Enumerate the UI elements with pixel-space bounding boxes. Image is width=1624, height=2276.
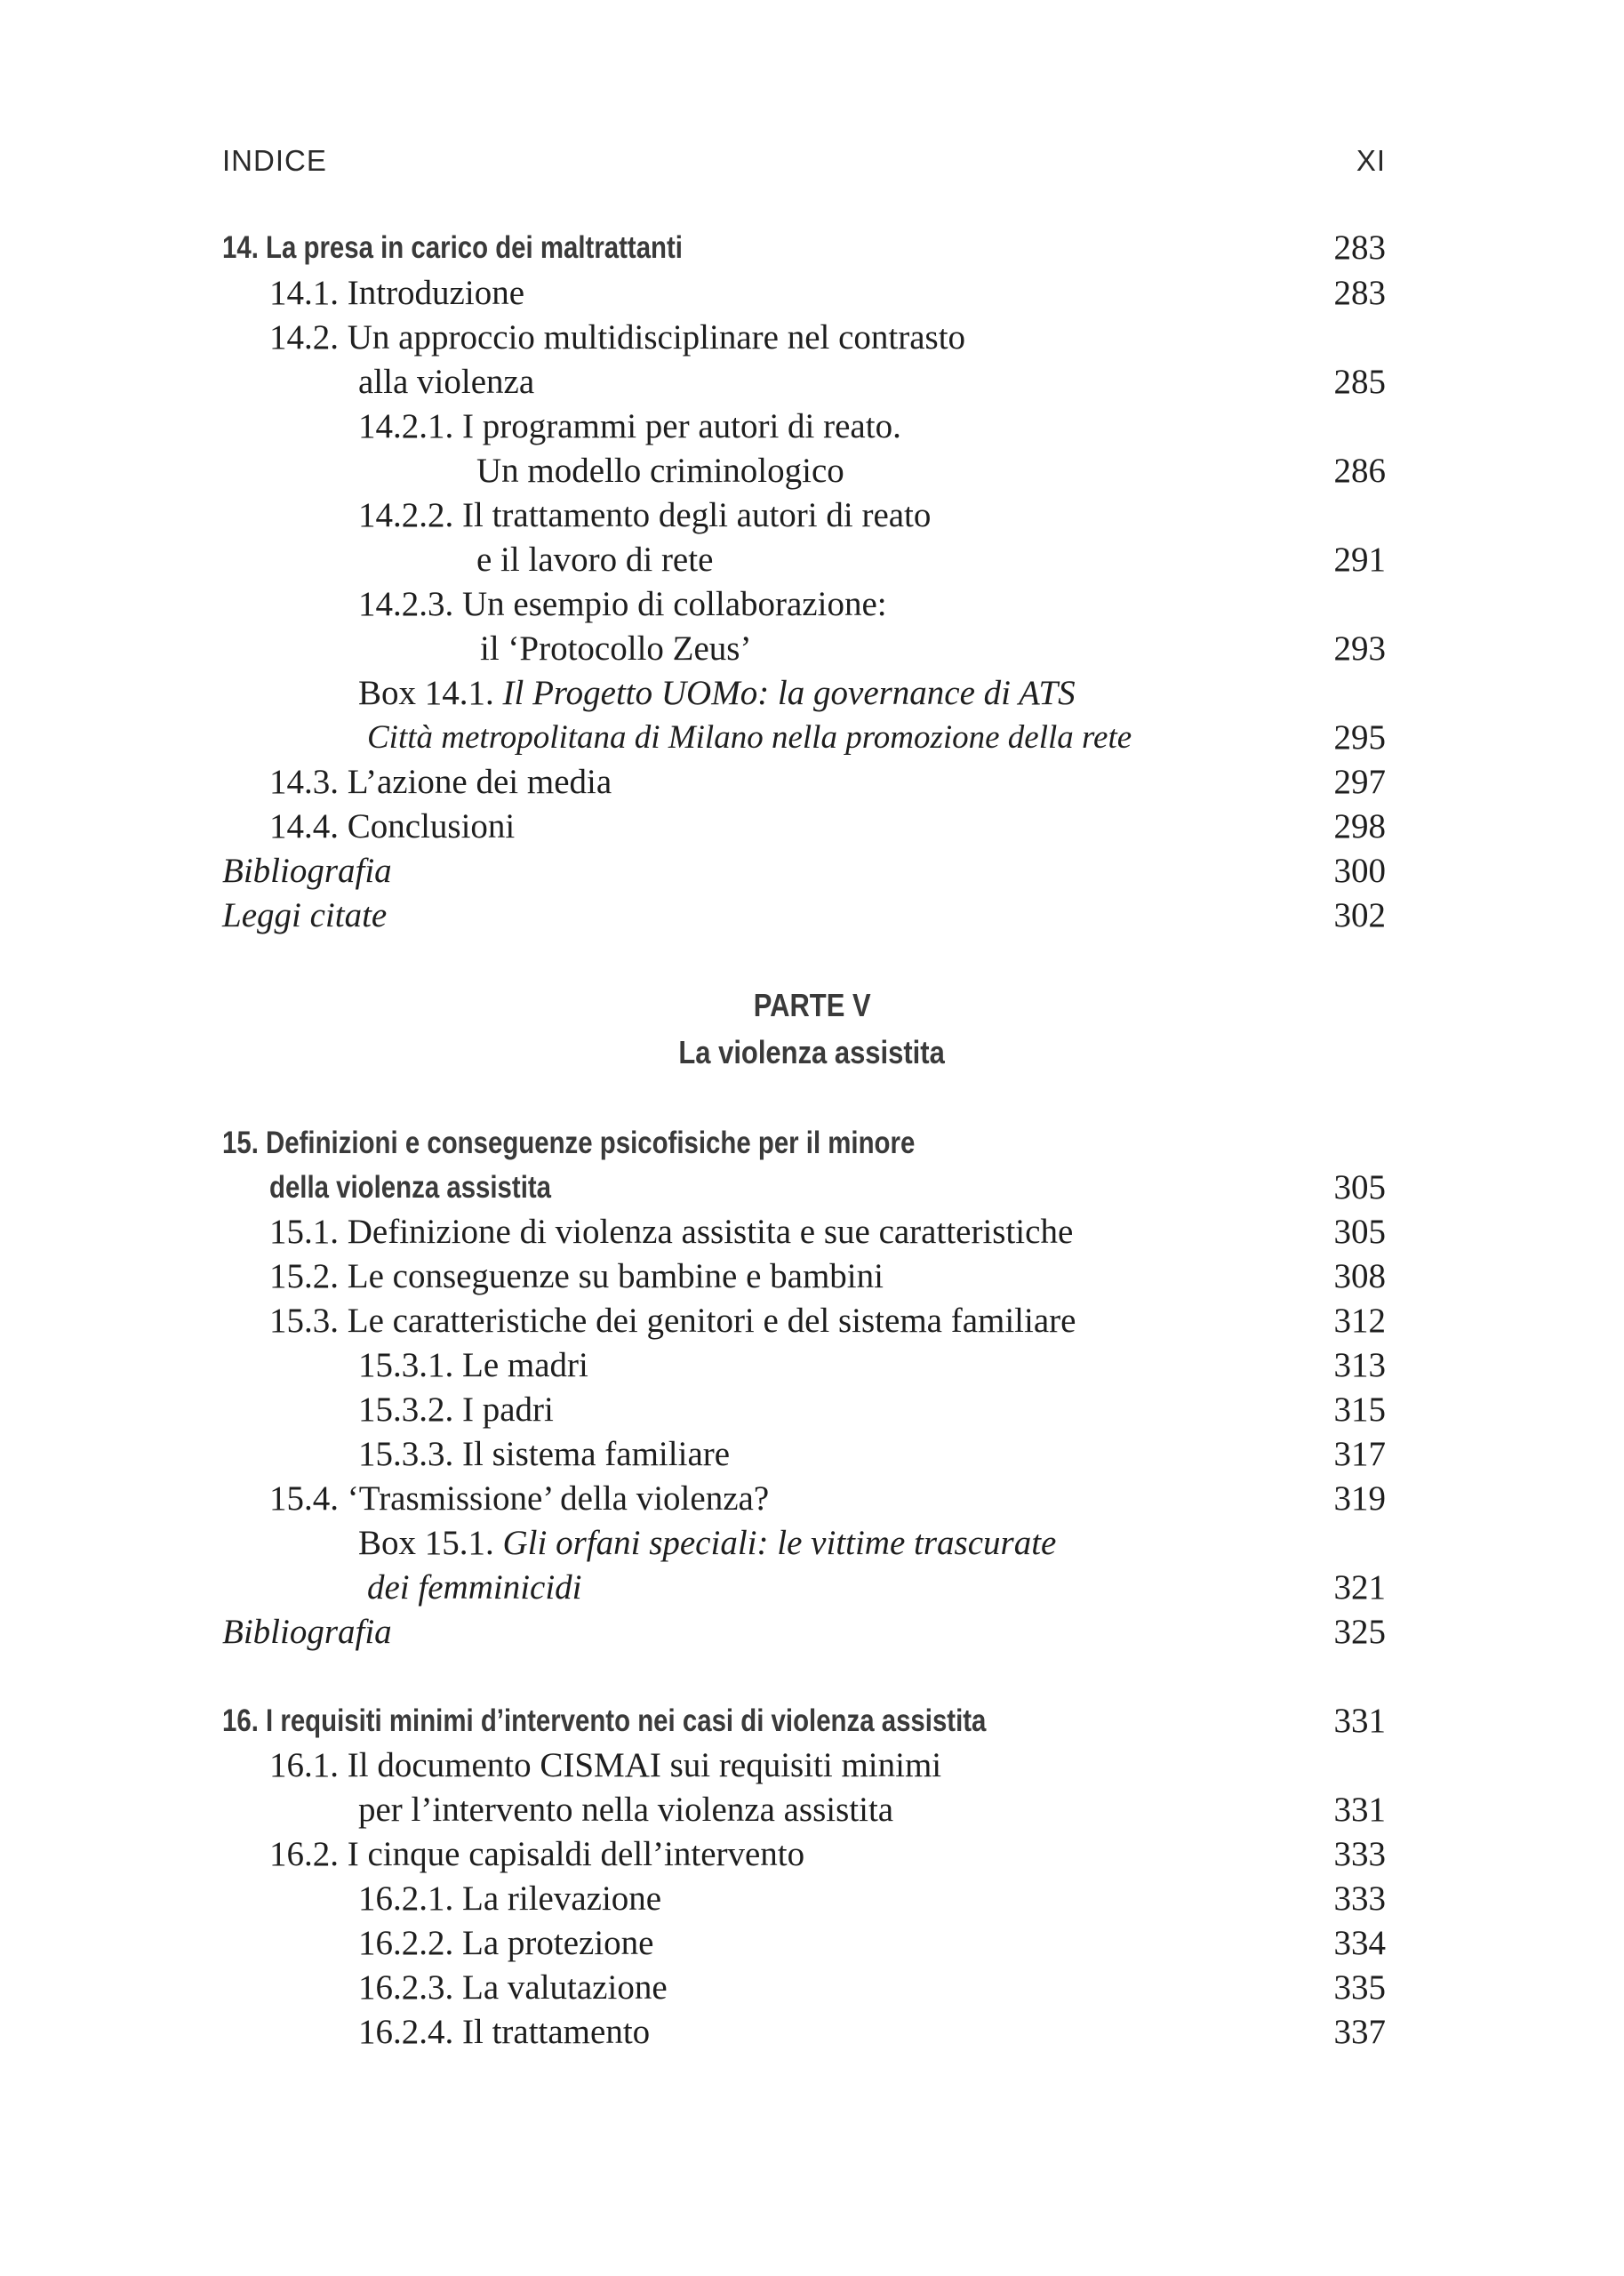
running-header-page-number: XI [1356,144,1386,177]
toc-entry-14-2-2-cont [0,538,1624,582]
entry-label: 16.1. Il documento CISMAI sui requisiti minimi [269,1746,942,1784]
page-ref: 333 [1333,1879,1386,1918]
entry-label: Città metropolitana di Milano nella promozione della rete [367,719,1132,756]
entry-label: per l’intervento nella violenza assistita [358,1791,894,1829]
toc-entry-15-1 [0,1210,1624,1254]
page-ref: 321 [1333,1568,1386,1607]
toc-entry-16-2-4 [0,2010,1624,2055]
toc-entry-14-3 [0,760,1624,805]
toc-entry-14-2-1 [0,405,1624,449]
page-ref: 300 [1333,852,1386,890]
entry-label: 15.3.3. Il sistema familiare [358,1435,731,1473]
toc-chapter-15 [0,1121,1624,1166]
page-ref: 315 [1333,1390,1386,1429]
page-ref: 317 [1333,1435,1386,1473]
chapter-title: 14. La presa in carico dei maltrattanti [222,230,683,265]
toc-laws-14 [0,894,1624,938]
page-ref: 337 [1333,2013,1386,2051]
entry-label: e il lavoro di rete [476,541,714,579]
box-title: Gli orfani speciali: le vittime trascurate [502,1524,1057,1562]
part-label: PARTE V [753,987,871,1023]
toc-entry-15-2 [0,1254,1624,1299]
toc-entry-14-2-2 [0,493,1624,538]
box-prefix: Box 14.1. [358,674,503,712]
toc-entry-16-1-cont [0,1788,1624,1832]
entry-label: 16.2.2. La protezione [358,1924,654,1962]
toc-entry-14-2-3 [0,582,1624,627]
toc-chapter-15-cont [0,1166,1624,1210]
toc-entry-14-2-1-cont [0,449,1624,493]
page-ref: 302 [1333,896,1386,934]
toc-entry-14-1 [0,271,1624,316]
running-header-title: INDICE [222,144,327,177]
toc-box-14-1 [0,671,1624,716]
entry-label: 15.3. Le caratteristiche dei genitori e del sistema familiare [269,1302,1076,1340]
toc-entry-15-3-2 [0,1388,1624,1432]
page-ref: 297 [1333,763,1386,801]
box-prefix: Box 15.1. [358,1524,503,1562]
page-ref: 293 [1333,629,1386,668]
entry-label: 15.3.1. Le madri [358,1346,588,1384]
page-ref: 335 [1333,1968,1386,2007]
page-ref: 285 [1333,363,1386,401]
chapter-title: 15. Definizioni e conseguenze psicofisiche per il minore [222,1126,916,1160]
entry-label: 14.3. L’azione dei media [269,763,612,801]
toc-entry-16-1 [0,1743,1624,1788]
toc-box-14-1-cont [0,716,1624,760]
entry-label: Un modello criminologico [476,452,844,490]
entry-label: 16.2.4. Il trattamento [358,2013,651,2051]
page-ref: 305 [1333,1168,1386,1206]
toc-entry-15-3 [0,1299,1624,1343]
page-ref: 286 [1333,452,1386,490]
entry-label: 16.2.3. La valutazione [358,1968,668,2007]
toc-box-15-1 [0,1521,1624,1566]
toc-bibliography-14 [0,849,1624,894]
entry-label: 15.2. Le conseguenze su bambine e bambini [269,1257,884,1295]
box-title: Il Progetto UOMo: la governance di ATS [502,674,1076,712]
toc-entry-14-2-3-cont [0,627,1624,671]
toc-chapter-14 [0,226,1624,270]
entry-label: 14.2.2. Il trattamento degli autori di reato [358,496,932,534]
entry-label [358,1521,1056,1566]
page-ref: 298 [1333,807,1386,845]
entry-label: 16.2.1. La rilevazione [358,1879,662,1918]
toc-entry-15-4 [0,1477,1624,1521]
entry-label: il ‘Protocollo Zeus’ [480,629,752,668]
entry-label: 14.2. Un approccio multidisciplinare nel contrasto [269,318,966,357]
page-ref: 331 [1333,1791,1386,1829]
entry-label: 15.1. Definizione di violenza assistita e sue caratteristiche [269,1213,1074,1251]
toc-entry-14-4 [0,805,1624,849]
entry-label: Leggi citate [222,896,388,934]
toc-entry-16-2-2 [0,1921,1624,1966]
page-ref: 291 [1333,541,1386,579]
entry-label: 14.4. Conclusioni [269,807,516,845]
toc-bibliography-15 [0,1610,1624,1655]
toc-entry-16-2 [0,1832,1624,1877]
page-ref: 331 [1333,1702,1386,1740]
toc-chapter-16 [0,1699,1624,1743]
toc-entry-14-2 [0,316,1624,360]
entry-label: 14.2.3. Un esempio di collaborazione: [358,585,887,623]
entry-label: Bibliografia [222,852,392,890]
page-ref: 313 [1333,1346,1386,1384]
page-ref: 295 [1333,718,1386,757]
page-ref: 312 [1333,1302,1386,1340]
toc-entry-16-2-3 [0,1966,1624,2010]
entry-label: 14.2.1. I programmi per autori di reato. [358,407,901,445]
page-ref: 325 [1333,1613,1386,1651]
toc-entry-15-3-3 [0,1432,1624,1477]
page-ref: 308 [1333,1257,1386,1295]
page-ref: 283 [1333,274,1386,312]
entry-label [358,671,1076,716]
page-ref: 283 [1333,228,1386,267]
entry-label: 16.2. I cinque capisaldi dell’intervento [269,1835,805,1873]
toc-box-15-1-cont [0,1566,1624,1610]
entry-label: dei femminicidi [367,1568,582,1607]
toc-entry-15-3-1 [0,1343,1624,1388]
toc-entry-14-2-cont [0,360,1624,405]
chapter-title: 16. I requisiti minimi d’intervento nei casi di violenza assistita [222,1703,987,1738]
page-ref: 305 [1333,1213,1386,1251]
entry-label: Bibliografia [222,1613,392,1651]
part-title: La violenza assistita [678,1034,946,1070]
entry-label: 15.3.2. I padri [358,1390,554,1429]
page-ref: 333 [1333,1835,1386,1873]
chapter-title: della violenza assistita [269,1170,552,1205]
page-ref: 334 [1333,1924,1386,1962]
toc-entry-16-2-1 [0,1877,1624,1921]
entry-label: 15.4. ‘Trasmissione’ della violenza? [269,1479,770,1518]
entry-label: 14.1. Introduzione [269,274,525,312]
page-ref: 319 [1333,1479,1386,1518]
entry-label: alla violenza [358,363,535,401]
